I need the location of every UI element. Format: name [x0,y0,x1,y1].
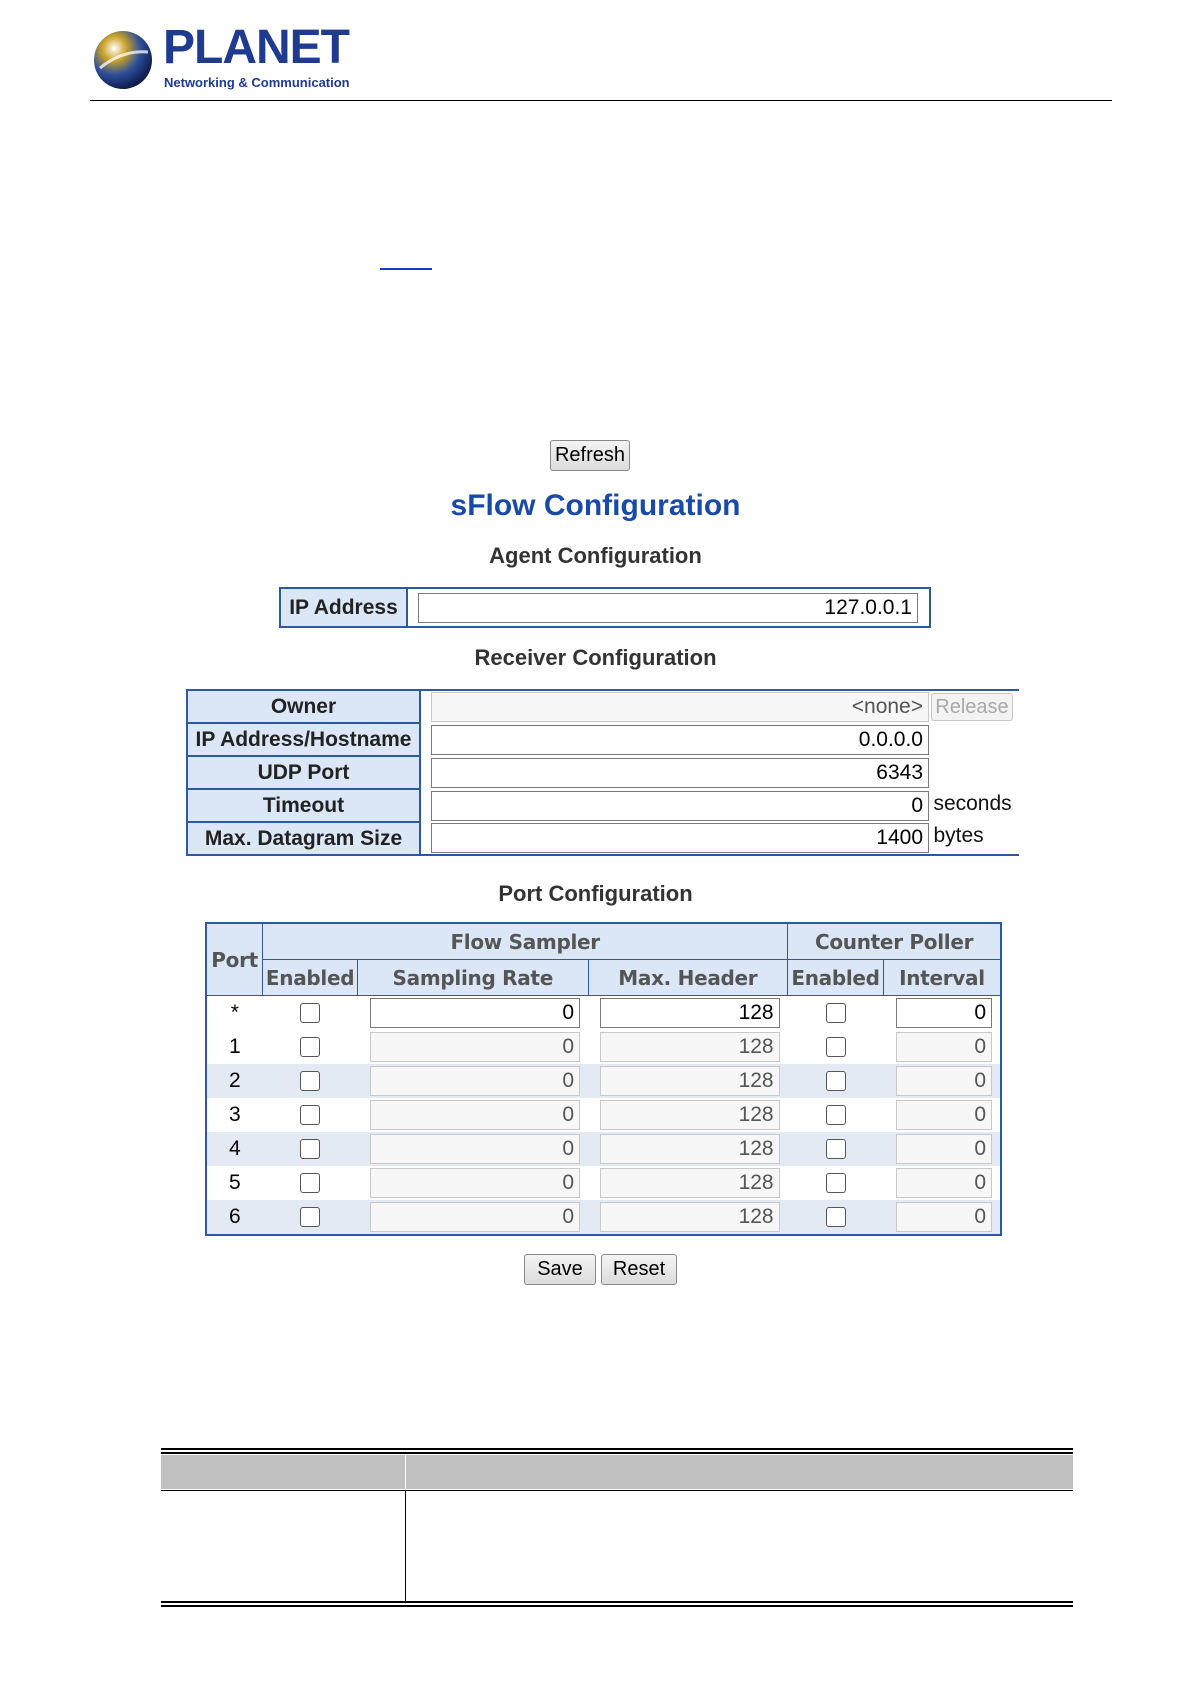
sampling-rate-input[interactable]: 0 [370,1168,580,1198]
reset-button[interactable]: Reset [601,1254,677,1285]
datagram-size-input[interactable]: 1400 [431,823,929,853]
interval-input[interactable]: 0 [896,1100,992,1130]
table-divider [405,1455,406,1489]
sampling-rate-input[interactable]: 0 [370,998,580,1028]
max-header-input[interactable]: 128 [600,1100,780,1130]
timeout-unit: seconds [933,791,1012,815]
port-id: 5 [206,1166,263,1200]
counter-enabled-checkbox[interactable] [826,1003,846,1023]
host-input[interactable]: 0.0.0.0 [431,725,929,755]
udp-port-label: UDP Port [187,756,420,789]
flow-enabled-checkbox[interactable] [300,1003,320,1023]
port-id: 4 [206,1132,263,1166]
host-label: IP Address/Hostname [187,723,420,756]
sampling-rate-header: Sampling Rate [357,960,588,996]
port-id: 3 [206,1098,263,1132]
flow-sampler-header: Flow Sampler [263,923,788,960]
interval-input[interactable]: 0 [896,1134,992,1164]
counter-enabled-checkbox[interactable] [826,1071,846,1091]
udp-port-input[interactable]: 6343 [431,758,929,788]
port-id: 1 [206,1030,263,1064]
flow-enabled-checkbox[interactable] [300,1071,320,1091]
interval-input[interactable]: 0 [896,1066,992,1096]
port-id: 6 [206,1200,263,1235]
table-rule [161,1490,1073,1491]
timeout-input[interactable]: 0 [431,791,929,821]
port-id: * [206,996,263,1031]
port-row [206,1200,1001,1235]
description-table-header [161,1455,1073,1489]
interval-input[interactable]: 0 [896,1032,992,1062]
port-config-heading: Port Configuration [498,881,693,906]
counter-enabled-checkbox[interactable] [826,1105,846,1125]
counter-enabled-checkbox[interactable] [826,1173,846,1193]
table-rule [161,1601,1073,1603]
port-row-all [206,996,1001,1031]
max-header-input[interactable]: 128 [600,1134,780,1164]
sampling-rate-input[interactable]: 0 [370,1134,580,1164]
interval-input[interactable]: 0 [896,1168,992,1198]
port-row [206,1098,1001,1132]
counter-enabled-checkbox[interactable] [826,1139,846,1159]
port-header: Port [206,923,263,996]
interval-input[interactable]: 0 [896,998,992,1028]
sampling-rate-input[interactable]: 0 [370,1202,580,1232]
sampling-rate-input[interactable]: 0 [370,1066,580,1096]
table-divider [405,1490,406,1602]
port-id: 2 [206,1064,263,1098]
flow-enabled-checkbox[interactable] [300,1207,320,1227]
refresh-button[interactable]: Refresh [550,440,630,471]
sampling-rate-input[interactable]: 0 [370,1032,580,1062]
hyperlink-underline[interactable] [380,268,432,270]
cp-enabled-header: Enabled [788,960,884,996]
table-rule [161,1605,1073,1607]
port-config-table [205,922,1002,1236]
port-row [206,1132,1001,1166]
release-button[interactable]: Release [931,693,1013,721]
max-header-input[interactable]: 128 [600,1168,780,1198]
counter-enabled-checkbox[interactable] [826,1037,846,1057]
timeout-label: Timeout [187,789,420,822]
receiver-config-table [186,689,1019,856]
agent-config-heading: Agent Configuration [489,543,702,568]
table-rule [161,1448,1073,1450]
datagram-size-unit: bytes [933,824,984,848]
agent-ip-input[interactable]: 127.0.0.1 [418,593,918,623]
interval-header: Interval [883,960,1001,996]
flow-enabled-checkbox[interactable] [300,1173,320,1193]
counter-enabled-checkbox[interactable] [826,1207,846,1227]
port-row [206,1030,1001,1064]
save-button[interactable]: Save [524,1254,596,1285]
max-header-input[interactable]: 128 [600,1202,780,1232]
interval-input[interactable]: 0 [896,1202,992,1232]
flow-enabled-checkbox[interactable] [300,1037,320,1057]
flow-enabled-checkbox[interactable] [300,1139,320,1159]
datagram-size-label: Max. Datagram Size [187,822,420,855]
port-row [206,1166,1001,1200]
page-title: sFlow Configuration [450,489,741,522]
max-header-header: Max. Header [588,960,788,996]
flow-enabled-checkbox[interactable] [300,1105,320,1125]
agent-config-table [279,587,931,628]
globe-icon [92,28,156,92]
port-row [206,1064,1001,1098]
fs-enabled-header: Enabled [263,960,358,996]
brand-tagline: Networking & Communication [164,75,350,90]
max-header-input[interactable]: 128 [600,1032,780,1062]
brand-name: PLANET [163,21,349,74]
receiver-config-heading: Receiver Configuration [474,645,717,670]
table-rule [161,1452,1073,1454]
max-header-input[interactable]: 128 [600,998,780,1028]
agent-ip-label: IP Address [280,588,407,627]
owner-field: <none> [431,692,929,722]
sampling-rate-input[interactable]: 0 [370,1100,580,1130]
counter-poller-header: Counter Poller [788,923,1001,960]
header-divider [90,100,1112,101]
owner-label: Owner [187,690,420,723]
max-header-input[interactable]: 128 [600,1066,780,1096]
